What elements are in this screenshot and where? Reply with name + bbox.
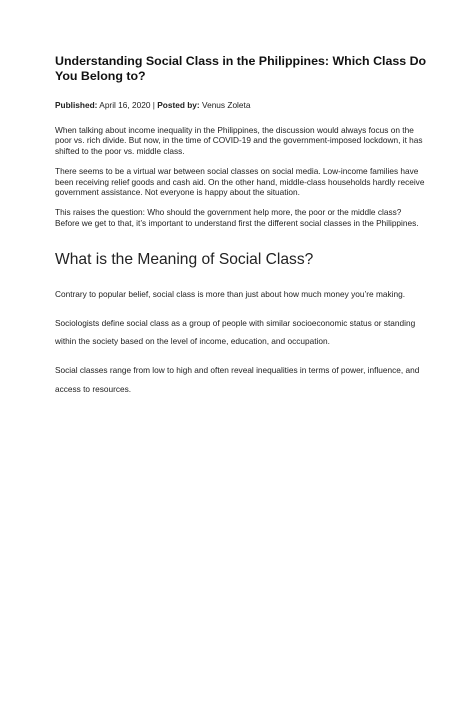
author-name: Venus Zoleta <box>202 100 251 110</box>
posted-by-label: Posted by: <box>157 100 200 110</box>
intro-paragraph-2: There seems to be a virtual war between social classes on social media. Low-income families have been receiving relief goods and cash aid. On the other hand, middle-class households hardly receive government assistance. Not everyone is happy about the situation. <box>55 166 425 198</box>
intro-paragraph-1: When talking about income inequality in the Philippines, the discussion would always focus on the poor vs. rich divide. But now, in the time of COVID-19 and the government-imposed lockdown, it has shifted to the poor vs. middle class. <box>55 125 423 156</box>
section-paragraph-1: Contrary to popular belief, social class is more than just about how much money you’re making. <box>55 289 406 300</box>
intro-paragraph-3: This raises the question: Who should the government help more, the poor or the middle class? Before we get to that, it’s important to understand first the different social classes in the Philippines. <box>55 207 419 228</box>
article-title: Understanding Social Class in the Philippines: Which Class Do You Belong to? <box>55 54 427 83</box>
document-page <box>55 54 427 398</box>
published-date: April 16, 2020 <box>99 100 151 110</box>
meta-separator: | <box>152 100 155 110</box>
section-paragraph-2: Sociologists define social class as a group of people with similar socioeconomic status or standing within the society based on the level of income, education, and occupation. <box>55 317 416 347</box>
article-meta <box>55 100 427 111</box>
section-heading: What is the Meaning of Social Class? <box>55 251 314 269</box>
section-paragraph-3: Social classes range from low to high and often reveal inequalities in terms of power, influence, and access to resources. <box>55 365 420 394</box>
published-label: Published: <box>55 100 98 110</box>
